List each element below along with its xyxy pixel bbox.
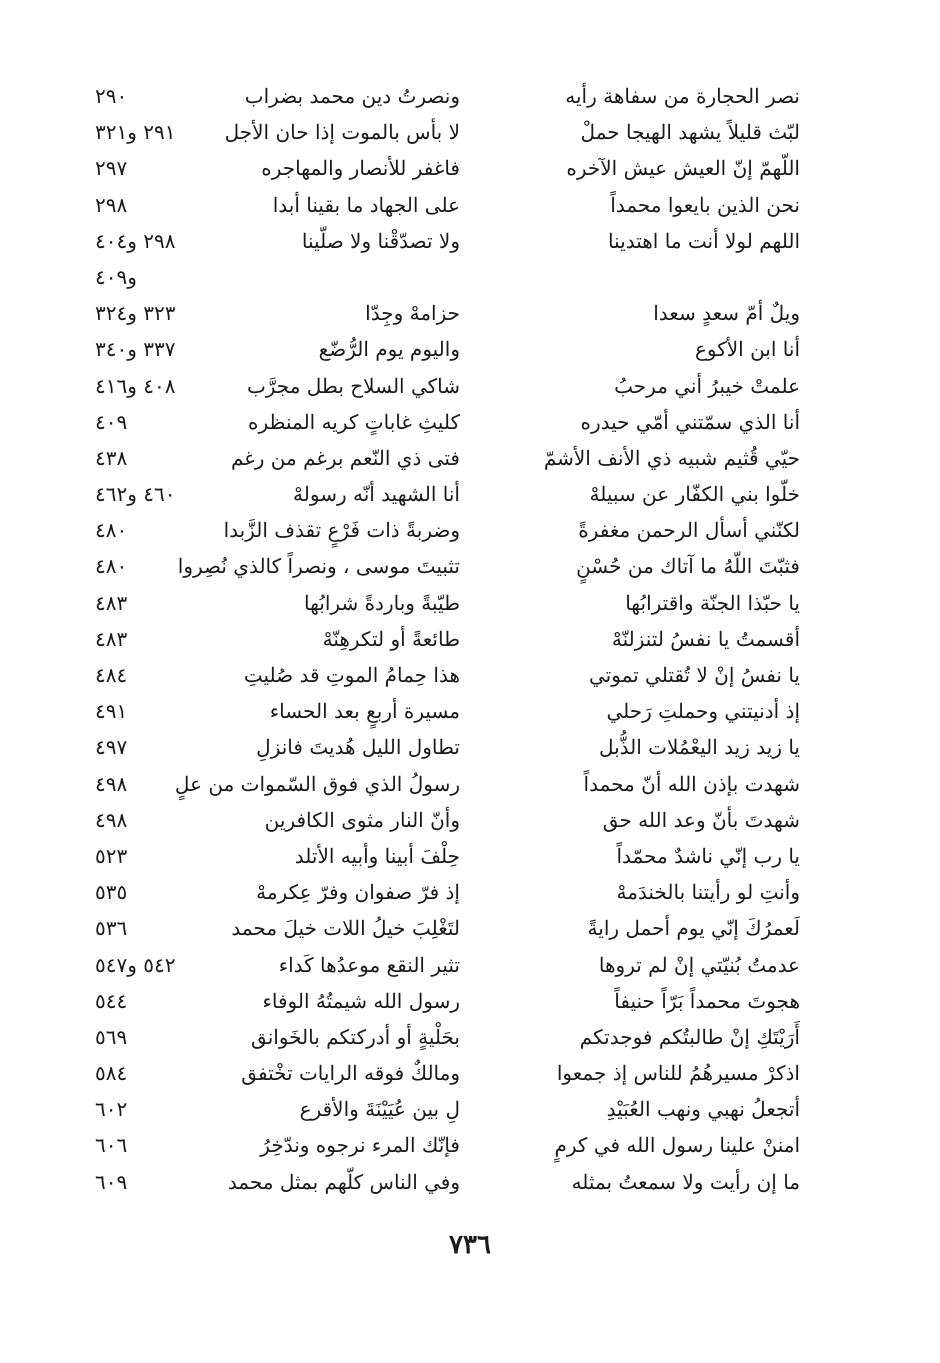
page-ref: ٤٩٧ bbox=[95, 735, 128, 760]
verse-line: شهدتَ بأنّ وعد الله حق bbox=[602, 807, 800, 832]
index-entry bbox=[95, 223, 460, 259]
index-entry bbox=[95, 476, 460, 512]
verse-text: تثبيتَ موسى ، ونصراً كالذي نُصِروا bbox=[177, 554, 460, 579]
page-ref: ٤٨٣ bbox=[95, 626, 128, 651]
verse-text: حِلْفَ أبينا وأبيه الأتلد bbox=[294, 843, 460, 868]
page-ref: ٥٤٤ bbox=[95, 988, 128, 1013]
index-entry bbox=[95, 1127, 460, 1163]
index-entry bbox=[95, 114, 460, 150]
verse-line: لبّث قليلاً يشهد الهيجا حملْ bbox=[580, 120, 800, 145]
page-ref: ٥٨٤ bbox=[95, 1061, 128, 1086]
page-ref: ٤٨٠ bbox=[95, 554, 128, 579]
index-entry bbox=[95, 585, 460, 621]
index-entry bbox=[95, 440, 460, 476]
page-ref: ٤٨٠ bbox=[95, 518, 128, 543]
verse-line: شهدت بإذن الله أنّ محمداً bbox=[583, 771, 800, 796]
page-ref: ٤٩٨ bbox=[95, 807, 128, 832]
verse-line: اللهم لولا أنت ما اهتدينا bbox=[608, 228, 800, 253]
page-ref: ٥٣٥ bbox=[95, 880, 128, 905]
page-ref: ٦٠٦ bbox=[95, 1133, 128, 1158]
page-ref: ٤٠٩ bbox=[95, 409, 128, 434]
verse-line: يا زيد زيد اليعْمُلات الذُّبل bbox=[598, 735, 800, 760]
verse-line: ما إن رأيت ولا سمعتُ بمثله bbox=[571, 1169, 800, 1194]
verse-line: وأنتِ لو رأيتنا بالخندَمهْ bbox=[616, 880, 800, 905]
page-ref: ٢٩٨ bbox=[95, 192, 128, 217]
verse-text: تطاول الليل هُديتَ فانزلِ bbox=[256, 735, 460, 760]
verse-line: حيّي قُثيم شبيه ذي الأنف الأشمّ bbox=[543, 445, 800, 470]
index-entry bbox=[95, 187, 460, 223]
verse-line: امننْ علينا رسول الله في كرمٍ bbox=[554, 1133, 800, 1158]
index-entry bbox=[95, 910, 460, 946]
verse-text: وضربةً ذات فَرْعٍ تقذف الزَّبدا bbox=[223, 518, 460, 543]
page-number: ٧٣٦ bbox=[449, 1230, 491, 1260]
index-entry bbox=[95, 404, 460, 440]
verse-group-1 bbox=[495, 78, 800, 259]
index-entry bbox=[95, 947, 460, 983]
page-ref: ٤٠٨ و٤١٦ bbox=[95, 373, 176, 398]
verse-line: أقسمتُ يا نفسُ لتنزلنّهْ bbox=[611, 626, 800, 651]
index-entry bbox=[95, 331, 460, 367]
verse-text: وأنّ النار مثوى الكافرين bbox=[264, 807, 460, 832]
verse-text: لِ بين عُيَيْنَةَ والأقرع bbox=[299, 1097, 460, 1122]
verse-text: ونصرتُ دين محمد بضراب bbox=[244, 84, 460, 108]
page-ref: ٤٦٠ و٤٦٢ bbox=[95, 482, 176, 507]
verse-line: إذ أدنيتني وحملتِ رَحلي bbox=[606, 699, 800, 724]
verse-text: وفي الناس كلّهم بمثل محمد bbox=[227, 1169, 460, 1194]
index-entry bbox=[95, 368, 460, 404]
verse-line: نصر الحجارة من سفاهة رأيه bbox=[565, 84, 800, 108]
left-column bbox=[95, 78, 460, 1200]
verse-line: يا نفسُ إنْ لا تُقتلي تموتي bbox=[589, 663, 800, 687]
page-ref: ٦٠٩ bbox=[95, 1169, 128, 1194]
verse-text: أنا الشهيد أنّه رسولهْ bbox=[293, 482, 460, 507]
verse-line: لكنّني أسأل الرحمن مغفرةً bbox=[578, 518, 800, 543]
page-ref: ٣٢٣ و٣٢٤ bbox=[95, 301, 176, 326]
verse-line: عدمتُ بُنيّتي إنْ لم تروها bbox=[598, 952, 800, 977]
group-spacer bbox=[495, 259, 800, 295]
verse-line: هجوتَ محمداً بَرّاً حنيفاً bbox=[614, 988, 800, 1013]
page-ref: ٥٤٢ و٥٤٧ bbox=[95, 952, 176, 977]
right-column bbox=[495, 78, 800, 1200]
verse-text: فإنّك المرء نرجوه وندّخِرُ bbox=[260, 1133, 460, 1158]
index-entry bbox=[95, 295, 460, 331]
verse-line: فثبّتَ اللّهُ ما آتاك من حُسْنٍ bbox=[576, 554, 800, 579]
page-ref: ٤٨٤ bbox=[95, 663, 128, 687]
verse-line: أنا الذي سمّتني أمّي حيدره bbox=[580, 409, 800, 434]
verse-text: واليوم يوم الرُّضّع bbox=[318, 337, 460, 362]
verse-text: كليثِ غاباتٍ كريه المنظره bbox=[248, 409, 460, 434]
index-entry bbox=[95, 621, 460, 657]
page-ref: و٤٠٩ bbox=[95, 264, 137, 289]
verse-text: طيّبةً وباردةً شرابُها bbox=[303, 590, 460, 615]
page-ref: ٣٣٧ و٣٤٠ bbox=[95, 337, 176, 362]
page-ref: ٥٢٣ bbox=[95, 843, 128, 868]
verse-line: أتجعلُ نهبي ونهب العُبَيْدِ bbox=[606, 1097, 800, 1122]
index-entry bbox=[95, 802, 460, 838]
page-ref: ٢٩٧ bbox=[95, 156, 128, 181]
page-ref: ٥٣٦ bbox=[95, 916, 128, 941]
verse-text: فتى ذي النّعم برغم من رغم bbox=[231, 445, 460, 470]
verse-line: أنا ابن الأكوع bbox=[694, 337, 800, 362]
index-entry bbox=[95, 766, 460, 802]
index-entry bbox=[95, 693, 460, 729]
index-entry bbox=[95, 657, 460, 693]
index-entry bbox=[95, 548, 460, 584]
index-entry bbox=[95, 729, 460, 765]
verse-text: إذ فرّ صفوان وفرّ عِكرمهْ bbox=[256, 880, 460, 905]
page-ref: ٤٩٨ bbox=[95, 771, 128, 796]
index-entry bbox=[95, 1091, 460, 1127]
page-ref: ٢٩٨ و٤٠٤ bbox=[95, 228, 176, 253]
verse-text: مسيرة أربعٍ بعد الحساء bbox=[269, 699, 460, 724]
index-entry bbox=[95, 983, 460, 1019]
verse-text: ولا تصدّقْنا ولا صلّينا bbox=[301, 228, 460, 253]
page-ref: ٢٩٠ bbox=[95, 84, 128, 108]
verse-text: هذا حِمامُ الموتِ قد صُليتِ bbox=[243, 663, 460, 687]
verse-line: أَرَيْتَكِ إنْ طالبتُكم فوجدتكم bbox=[579, 1024, 800, 1049]
verse-text: لا بأس بالموت إذا حان الأجل bbox=[224, 120, 460, 145]
index-entry bbox=[95, 838, 460, 874]
verse-text: حزامهْ وجِدّا bbox=[365, 301, 460, 326]
index-entry bbox=[95, 512, 460, 548]
verse-line: يا رب إنّي ناشدٌ محمّداً bbox=[616, 843, 800, 868]
verse-line: ويلٌ أمّ سعدٍ سعدا bbox=[653, 301, 800, 326]
verse-line: لَعمرُكَ إنّي يوم أحمل رايةً bbox=[587, 916, 800, 941]
index-entry bbox=[95, 1055, 460, 1091]
verse-line: اللّهمّ إنّ العيش عيش الآخره bbox=[566, 156, 800, 181]
index-entry bbox=[95, 1164, 460, 1200]
verse-text: بحَلْيةٍ أو أدركتكم بالخَوانق bbox=[251, 1024, 460, 1049]
page-ref: ٥٦٩ bbox=[95, 1024, 128, 1049]
verse-line: علمتْ خيبرُ أني مرحبُ bbox=[614, 373, 800, 398]
verse-text: رسولُ الذي فوق السّموات من علٍ bbox=[174, 771, 460, 796]
index-entry bbox=[95, 78, 460, 114]
page-ref: ٦٠٢ bbox=[95, 1097, 128, 1122]
verse-line: يا حبّذا الجنّة واقترابُها bbox=[625, 590, 800, 615]
index-entry bbox=[95, 259, 460, 295]
verse-text: طائعةً أو لتكرهِنّهْ bbox=[322, 626, 460, 651]
verse-text: شاكي السلاح بطل مجرَّب bbox=[246, 373, 460, 398]
index-entry bbox=[95, 150, 460, 186]
index-entry bbox=[95, 874, 460, 910]
verse-text: لتَغْلِبَ خيلُ اللات خيلَ محمد bbox=[231, 916, 460, 941]
verse-line: نحن الذين بايعوا محمداً bbox=[610, 192, 800, 217]
verse-text: فاغفر للأنصار والمهاجره bbox=[261, 156, 460, 181]
verse-line: اذكرْ مسيرهُمُ للناس إذ جمعوا bbox=[556, 1061, 800, 1086]
page-ref: ٤٣٨ bbox=[95, 445, 128, 470]
verse-line: خلّوا بني الكفّار عن سبيلهْ bbox=[589, 482, 800, 507]
index-entry bbox=[95, 1019, 460, 1055]
verse-text: ومالكٌ فوقه الرايات تخْتفق bbox=[241, 1061, 460, 1086]
verse-text: تثير النقع موعدُها كَداء bbox=[278, 952, 460, 977]
page-ref: ٤٩١ bbox=[95, 699, 128, 724]
verse-text: على الجهاد ما بقينا أبدا bbox=[272, 192, 460, 217]
verse-group-2 bbox=[495, 295, 800, 1200]
verse-text: رسول الله شيمتُهُ الوفاء bbox=[262, 988, 460, 1013]
page-ref: ٢٩١ و٣٢١ bbox=[95, 120, 176, 145]
page-ref: ٤٨٣ bbox=[95, 590, 128, 615]
